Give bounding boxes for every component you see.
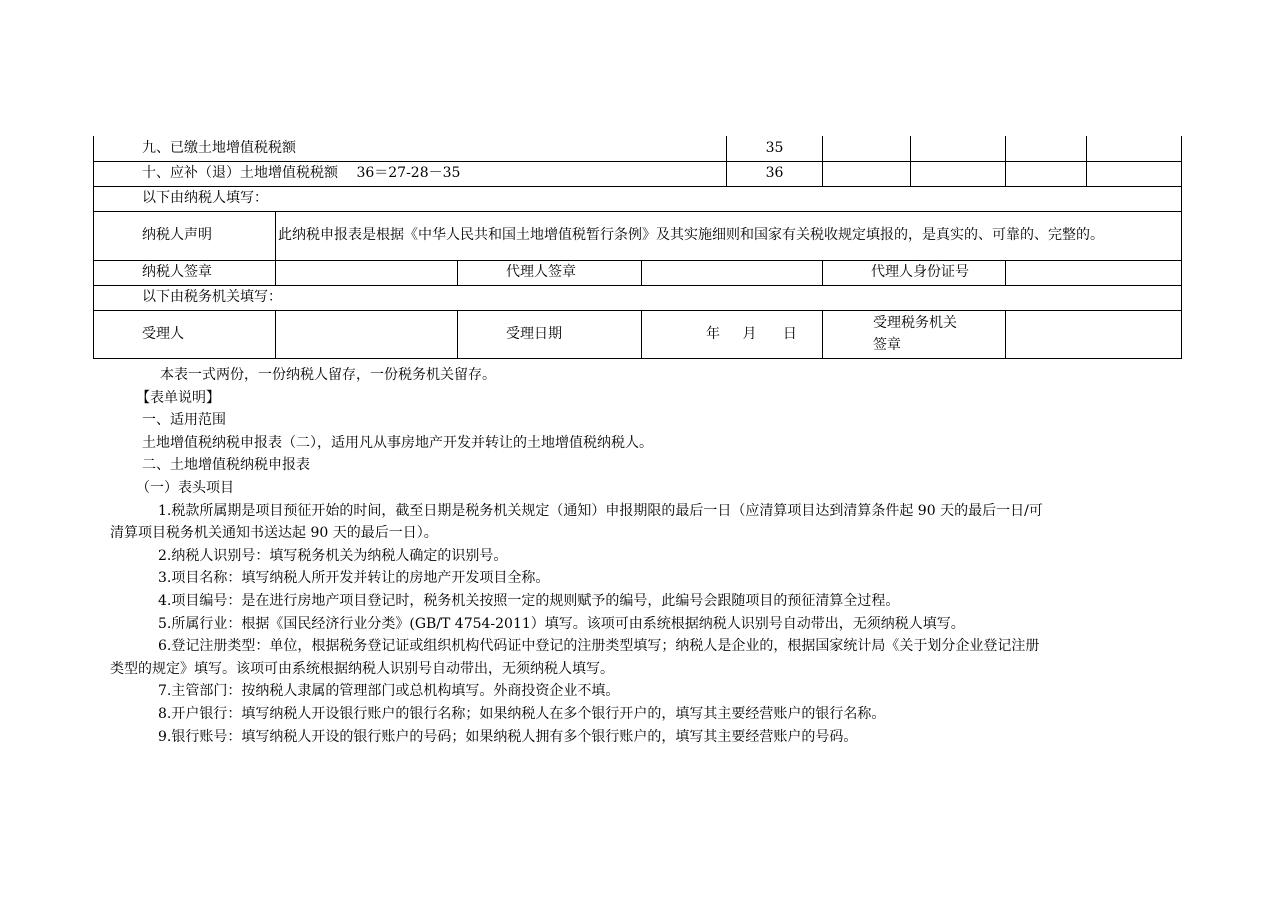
section-2-heading: 二、土地增值税纳税申报表 [142,457,310,474]
agent-sign-field[interactable] [642,260,823,285]
office-seal-label [823,310,1006,358]
row35-line-number: 35 [727,136,823,161]
agent-id-label: 代理人身份证号 [823,260,1006,285]
table-row-35 [94,136,1182,161]
row36-cell-4[interactable] [1087,161,1182,186]
row35-label: 九、已缴土地增值税税额 [94,136,727,161]
office-seal-line2: 签章 [873,337,901,353]
date-day: 日 [782,325,797,342]
office-seal-field[interactable] [1006,310,1182,358]
agent-id-field[interactable] [1006,260,1182,285]
note-item-9: 9.银行账号：填写纳税人开设的银行账户的号码；如果纳税人拥有多个银行账户的，填写其主要经营账户的号码。 [158,728,858,745]
receive-date-field[interactable] [642,310,823,358]
taxpayer-section-row [94,186,1182,211]
row36-cell-3[interactable] [1006,161,1087,186]
office-seal-line1: 受理税务机关 [873,315,957,331]
row36-cell-2[interactable] [911,161,1006,186]
section-1-text: 土地增值税纳税申报表（二），适用凡从事房地产开发并转让的土地增值税纳税人。 [142,434,653,451]
row35-cell-3[interactable] [1006,136,1087,161]
tax-office-section-row [94,285,1182,310]
tax-office-section-heading: 以下由税务机关填写： [94,285,1182,310]
declaration-label: 纳税人声明 [94,211,276,260]
declaration-text: 此纳税申报表是根据《中华人民共和国土地增值税暂行条例》及其实施细则和国家有关税收规定填报的，是真实的、可靠的、完整的。 [276,211,1182,260]
taxpayer-sign-label: 纳税人签章 [94,260,276,285]
declaration-row [94,211,1182,260]
row36-label: 十、应补（退）土地增值税税额 36＝27-28－35 [94,161,727,186]
note-item-1-line-1: 1.税款所属期是项目预征开始的时间，截至日期是税务机关规定（通知）申报期限的最后一日（应清算项目达到清算条件起 90 天的最后一日/可 [158,502,1043,519]
row35-cell-1[interactable] [823,136,911,161]
receiver-field[interactable] [276,310,458,358]
note-item-3: 3.项目名称：填写纳税人所开发并转让的房地产开发项目全称。 [158,570,550,587]
note-item-7: 7.主管部门：按纳税人隶属的管理部门或总机构填写。外商投资企业不填。 [158,683,620,700]
date-year: 年 [706,325,720,342]
note-item-2: 2.纳税人识别号：填写税务机关为纳税人确定的识别号。 [158,547,508,564]
note-item-5: 5.所属行业：根据《国民经济行业分类》(GB/T 4754-2011）填写。该项可由系统根据纳税人识别号自动带出，无须纳税人填写。 [158,615,965,632]
signature-row [94,260,1182,285]
receive-date-label: 受理日期 [458,310,642,358]
note-item-6-line-1: 6.登记注册类型：单位，根据税务登记证或组织机构代码证中登记的注册类型填写；纳税人是企业的，根据国家统计局《关于划分企业登记注册 [158,638,1040,655]
acceptance-row [94,310,1182,358]
agent-sign-label: 代理人签章 [458,260,642,285]
row36-line-number: 36 [727,161,823,186]
row36-cell-1[interactable] [823,161,911,186]
row35-cell-2[interactable] [911,136,1006,161]
note-item-4: 4.项目编号：是在进行房地产项目登记时，税务机关按照一定的规则赋予的编号，此编号会跟随项目的预征清算全过程。 [158,592,900,609]
notes-title: 【表单说明】 [136,389,220,406]
receiver-label: 受理人 [94,310,276,358]
row35-cell-4[interactable] [1087,136,1182,161]
copies-note: 本表一式两份，一份纳税人留存，一份税务机关留存。 [160,367,496,383]
taxpayer-section-heading: 以下由纳税人填写： [94,186,1182,211]
table-row-36 [94,161,1182,186]
tax-return-table [93,136,1182,359]
section-2-subheading: （一）表头项目 [136,479,234,496]
note-item-1-line-2: 清算项目税务机关通知书送达起 90 天的最后一日）。 [110,525,438,542]
note-item-6-line-2: 类型的规定》填写。该项可由系统根据纳税人识别号自动带出，无须纳税人填写。 [110,660,614,677]
section-1-heading: 一、适用范围 [142,412,226,429]
note-item-8: 8.开户银行：填写纳税人开设银行账户的银行名称；如果纳税人在多个银行开户的，填写其主要经营账户的银行名称。 [158,705,886,722]
date-month: 月 [742,325,757,342]
taxpayer-sign-field[interactable] [276,260,458,285]
form-notes [110,364,1182,748]
